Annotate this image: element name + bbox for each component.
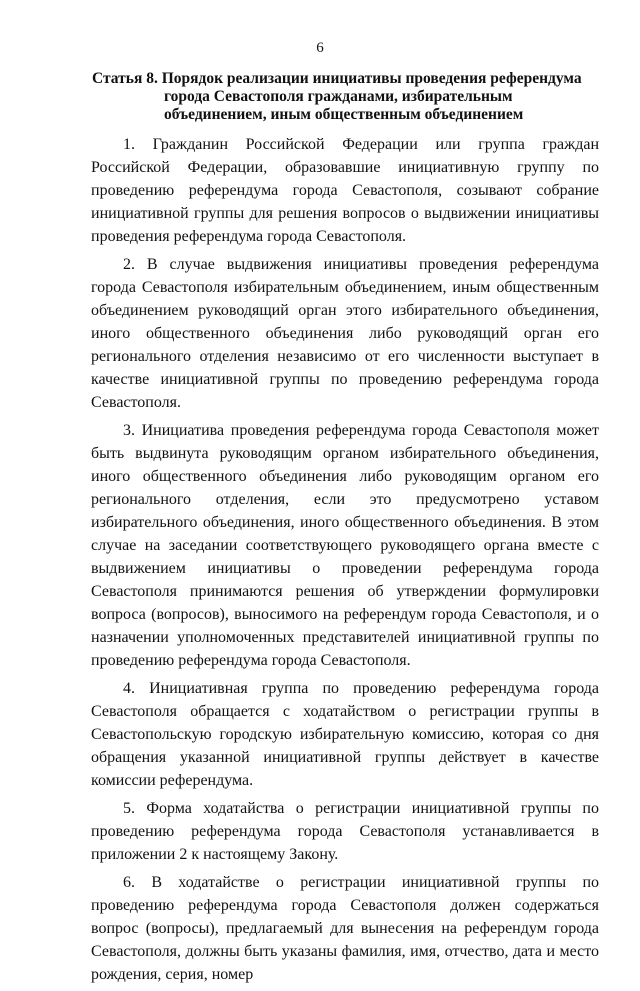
paragraph-4: 4. Инициативная группа по проведению референдума города Севастополя обращается с ходатайством о регистрации группы в Севастопольскую городскую избирательную комиссию, которая со дня обращения указанной инициативной группы действует в качестве комиссии референдума. bbox=[91, 680, 599, 789]
article-body bbox=[91, 133, 599, 991]
article-heading-line-3: объединением, иным общественным объединением bbox=[164, 106, 524, 123]
paragraph-5: 5. Форма ходатайства о регистрации инициативной группы по проведению референдума города Севастополя устанавливается в приложении 2 к настоящему Закону. bbox=[91, 800, 599, 863]
page-number: 6 bbox=[316, 40, 324, 56]
paragraph-1: 1. Гражданин Российской Федерации или группа граждан Российской Федерации, образовавшие инициативную группу по проведению референдума города Севастополя, созывают собрание инициативной группы для решения вопросов о выдвижении инициативы проведения референдума города Севастополя. bbox=[91, 136, 599, 245]
article-heading bbox=[92, 70, 602, 124]
article-heading-line-2: города Севастополя гражданами, избирательным bbox=[164, 88, 513, 105]
article-heading-line-1: Статья 8. Порядок реализации инициативы проведения референдума bbox=[92, 70, 582, 87]
paragraph-2: 2. В случае выдвижения инициативы проведения референдума города Севастополя избирательным объединением, иным общественным объединением руководящий орган этого избирательного объединения, иного общественного объединения либо руководящий орган его регионального отделения независимо от его численности выступает в качестве инициативной группы по проведению референдума города Севастополя. bbox=[91, 256, 599, 411]
paragraph-3: 3. Инициатива проведения референдума города Севастополя может быть выдвинута руководящим органом избирательного объединения, иного общественного объединения либо руководящим органом его регионального отделения, если это предусмотрено уставом избирательного объединения, иного общественного объединения. В этом случае на заседании соответствующего руководящего органа вместе с выдвижением инициативы о проведении референдума города Севастополя принимаются решения об утверждении формулировки вопроса (вопросов), выносимого на референдум города Севастополя, и о назначении уполномоченных представителей инициативной группы по проведению референдума города Севастополя. bbox=[91, 422, 599, 669]
paragraph-6: 6. В ходатайстве о регистрации инициативной группы по проведению референдума города Севастополя должен содержаться вопрос (вопросы), предлагаемый для вынесения на референдум города Севастополя, должны быть указаны фамилия, имя, отчество, дата и место рождения, серия, номер bbox=[91, 874, 599, 983]
